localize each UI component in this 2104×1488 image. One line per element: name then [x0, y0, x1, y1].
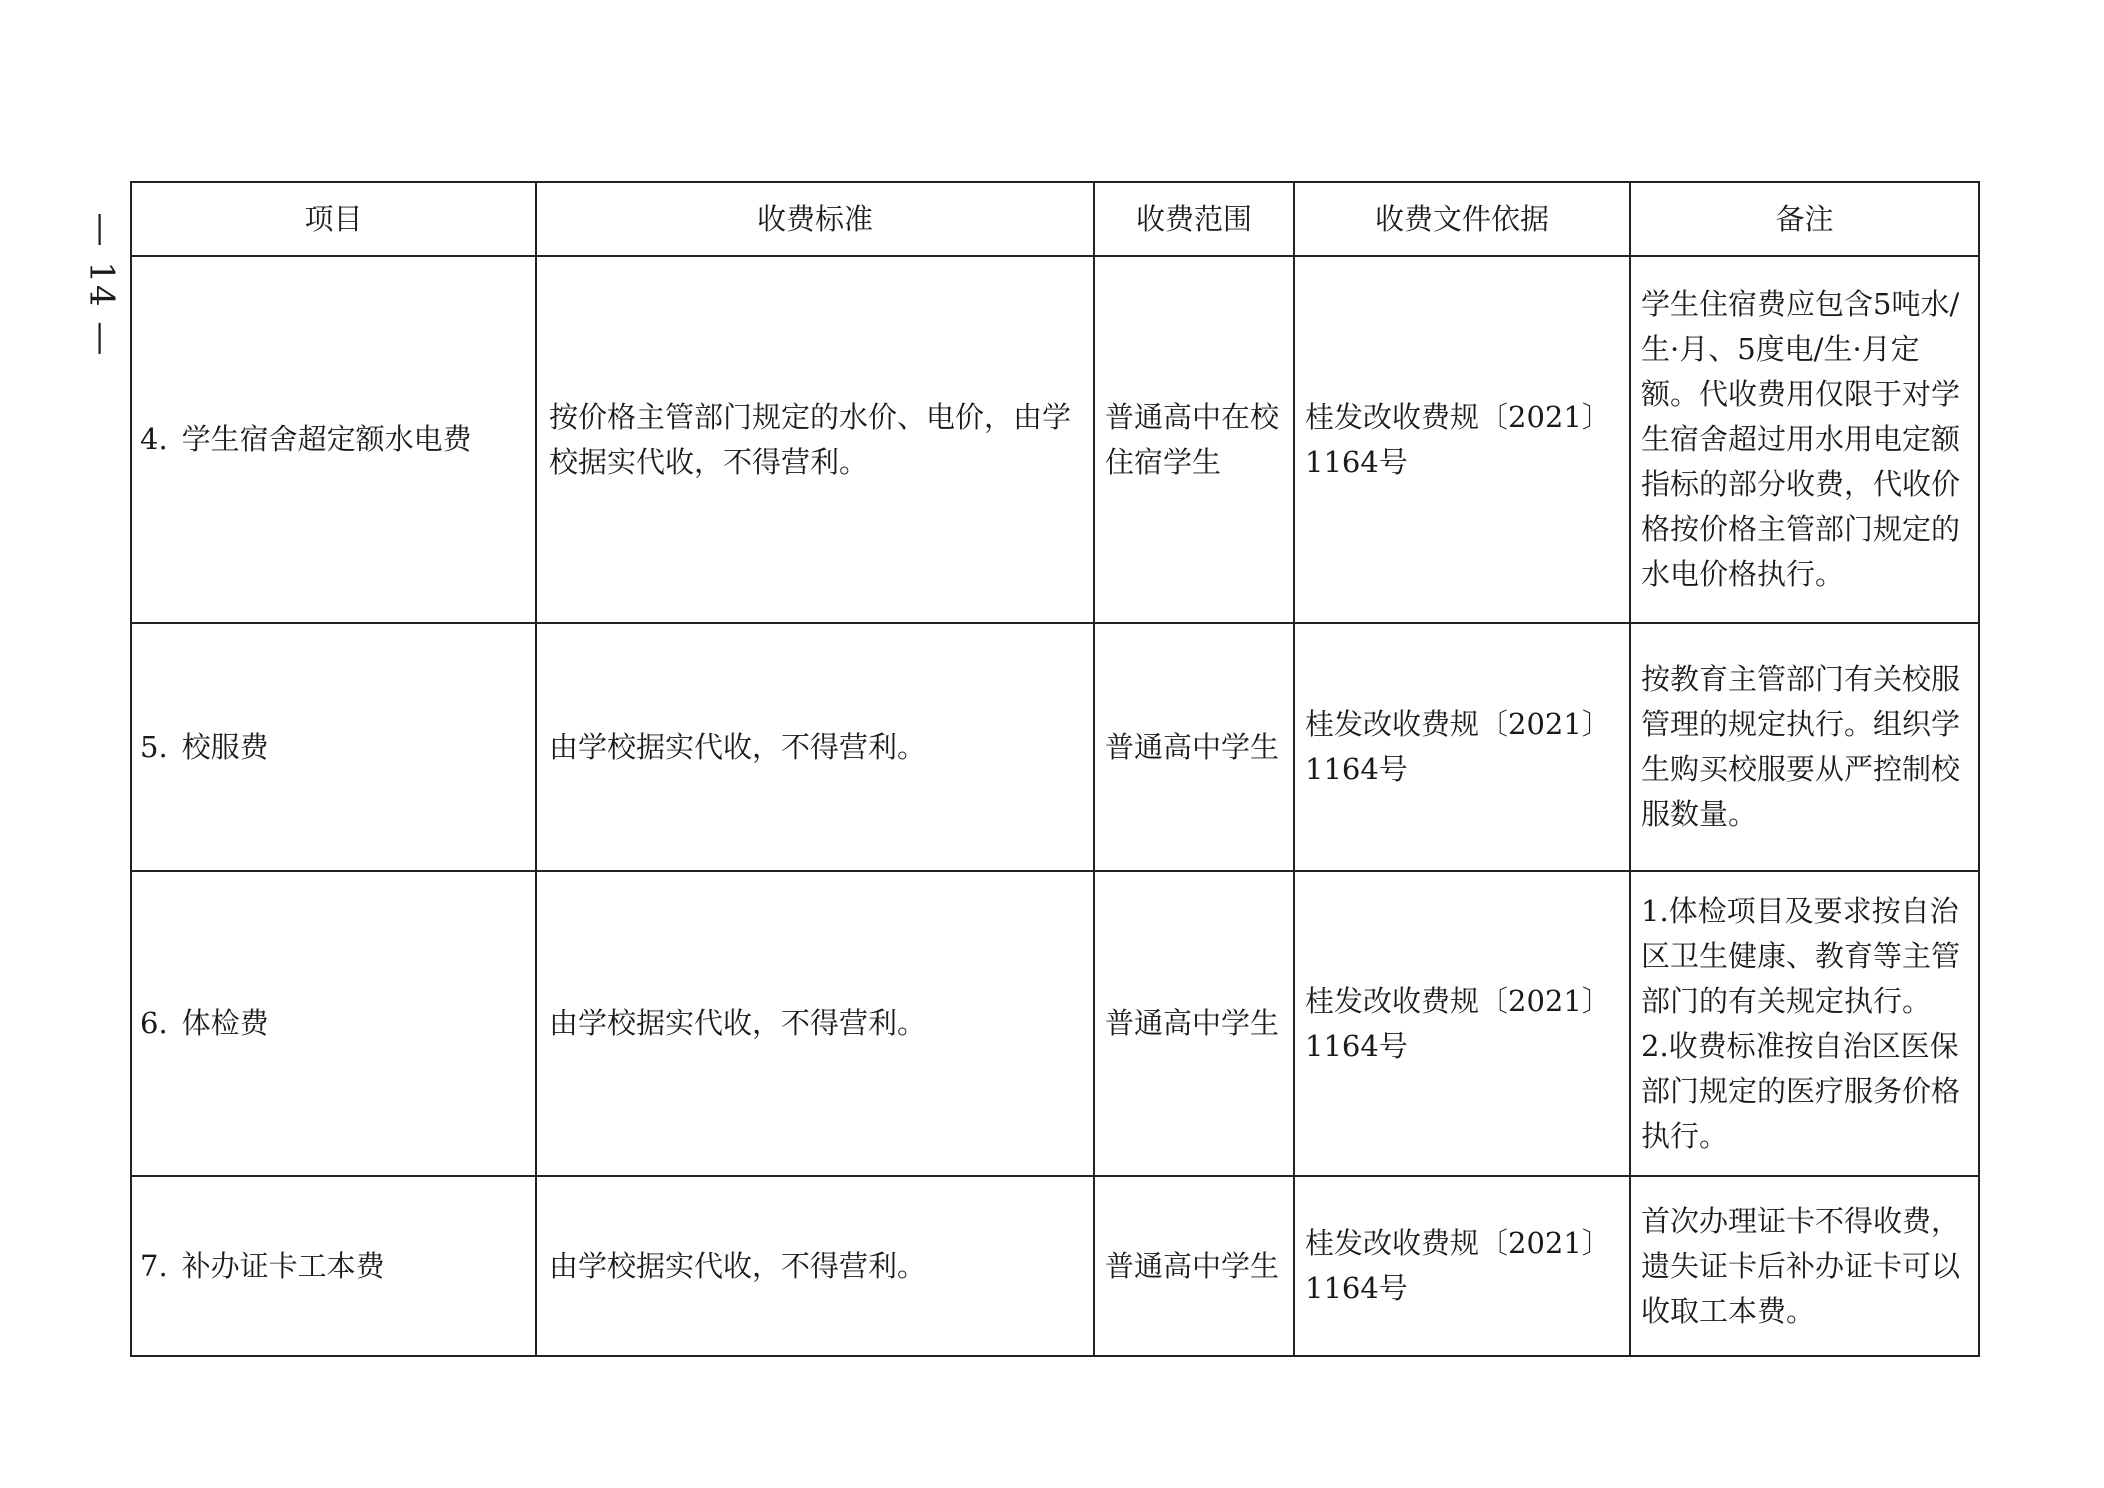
header-standard: 收费标准 [536, 182, 1094, 256]
item-name: 体检费 [181, 1006, 269, 1040]
basis-cell: 桂发改收费规〔2021〕1164号 [1294, 871, 1630, 1176]
scope-cell: 普通高中学生 [1094, 871, 1294, 1176]
header-note: 备注 [1630, 182, 1979, 256]
item-name: 学生宿舍超定额水电费 [181, 422, 472, 456]
page-number [78, 212, 124, 358]
standard-cell: 由学校据实代收，不得营利。 [536, 1176, 1094, 1356]
scope-cell: 普通高中学生 [1094, 1176, 1294, 1356]
scope-cell: 普通高中学生 [1094, 623, 1294, 871]
item-number: 6. [140, 1006, 168, 1040]
item-cell [131, 871, 536, 1176]
item-cell [131, 1176, 536, 1356]
standard-cell: 按价格主管部门规定的水价、电价，由学校据实代收，不得营利。 [536, 256, 1094, 623]
item-number: 7. [140, 1248, 168, 1283]
table-row [131, 623, 1979, 871]
item-name: 校服费 [181, 729, 269, 764]
header-item: 项目 [131, 182, 536, 256]
basis-cell: 桂发改收费规〔2021〕1164号 [1294, 1176, 1630, 1356]
note-cell: 按教育主管部门有关校服管理的规定执行。组织学生购买校服要从严控制校服数量。 [1630, 623, 1979, 871]
page-number-text: — 14 — [81, 212, 122, 358]
header-scope: 收费范围 [1094, 182, 1294, 256]
item-cell [131, 623, 536, 871]
item-number: 4. [140, 422, 168, 456]
basis-cell: 桂发改收费规〔2021〕1164号 [1294, 623, 1630, 871]
table-row [131, 871, 1979, 1176]
table-row [131, 1176, 1979, 1356]
note-cell [1630, 871, 1979, 1176]
item-cell [131, 256, 536, 623]
item-name: 补办证卡工本费 [181, 1248, 385, 1283]
note-cell: 学生住宿费应包含5吨水/生·月、5度电/生·月定额。代收费用仅限于对学生宿舍超过用水用电定额指标的部分收费，代收价格按价格主管部门规定的水电价格执行。 [1630, 256, 1979, 623]
table-header-row [131, 182, 1979, 256]
header-basis: 收费文件依据 [1294, 182, 1630, 256]
standard-cell: 由学校据实代收，不得营利。 [536, 623, 1094, 871]
scope-cell: 普通高中在校住宿学生 [1094, 256, 1294, 623]
note-cell: 首次办理证卡不得收费，遗失证卡后补办证卡可以收取工本费。 [1630, 1176, 1979, 1356]
table-row [131, 256, 1979, 623]
note-line: 1.体检项目及要求按自治区卫生健康、教育等主管部门的有关规定执行。 [1641, 893, 1961, 1018]
standard-cell: 由学校据实代收，不得营利。 [536, 871, 1094, 1176]
fee-table [130, 181, 1980, 1357]
item-number: 5. [140, 729, 168, 764]
note-line: 2.收费标准按自治区医保部门规定的医疗服务价格执行。 [1641, 1028, 1961, 1153]
basis-cell: 桂发改收费规〔2021〕1164号 [1294, 256, 1630, 623]
